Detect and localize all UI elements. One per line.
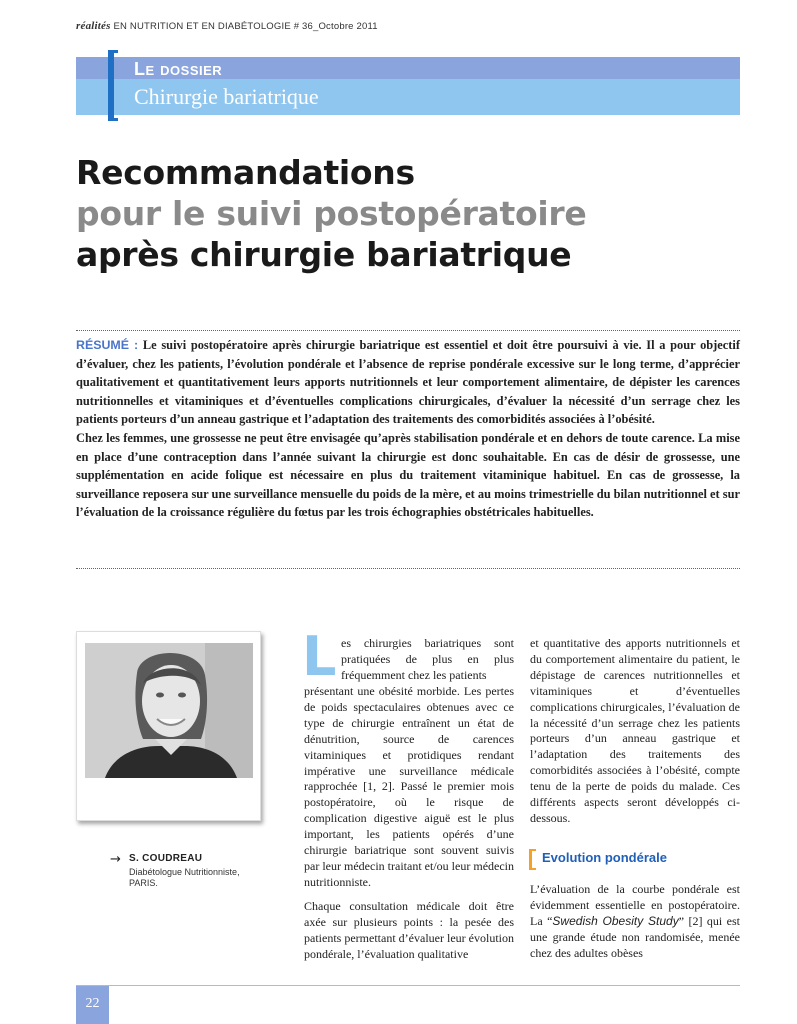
study-name: Swedish Obesity Study	[552, 913, 679, 928]
column-1-paragraph-2-text: Chaque consultation médicale doit être axée sur plusieurs points : la pesée des patients permettant d’évaluer leur évolution pondérale, l’évaluation qualitative	[304, 899, 514, 961]
journal-issue: EN NUTRITION ET EN DIABÉTOLOGIE # 36_Octobre 2011	[113, 21, 378, 32]
summary-paragraph-2: Chez les femmes, une grossesse ne peut être envisagée qu’après stabilisation pondérale et en dehors de toute carence. La mise en place d’une contraception dans l’année suivant la chirurgie est donc souhaitable. En cas de désir de grossesse, une supplémentation en acide folique est nécessaire en plus du traitement vitaminique habituel. En cas de grossesse, la surveillance reposera sur une surveillance mensuelle du poids de la mère, et au moins trimestrielle du bilan nutritionnel et sur l’évaluation de la croissance régulière du fœtus par les trois échographies obstétricales habituelles.	[76, 430, 740, 520]
author-photo	[85, 643, 253, 778]
dossier-label: Le dossier	[134, 59, 223, 79]
summary-block	[76, 336, 740, 522]
summary-bottom-divider	[76, 568, 740, 569]
summary-text-1: Le suivi postopératoire après chirurgie bariatrique est essentiel et doit être poursuivi à vie. Il a pour objectif d’évaluer, chez les patients, l’évolution pondérale et l’absence de reprise pondérale excessive sur le long terme, d’apprécier qualitativement et quantitativement leurs apports nutritionnels et leur comportement alimentaire, de dépister les carences nutritionnelles et vitaminiques et d’éventuelles complications chirurgicales, d’évaluer la nécessité d’un serrage chez les patients porteurs d’un anneau gastrique et l’adaptation des traitements des comorbidités associées à l’obésité.	[76, 338, 740, 427]
title-line-1: Recommandations	[76, 153, 415, 192]
drop-cap: L	[302, 625, 337, 688]
column-2-paragraph-1-text: et quantitative des apports nutritionnels et du comportement alimentaire du patient, le dépistage de carences nutritionnelles et vitaminiques et d’éventuelles complications chirurgicales, l’évaluation de la nécessité d’un serrage chez les patients porteurs d’un anneau gastrique et l’adaptation des traitements des comorbidités associées à l’obésité, compte tenu de la perte de poids du malade. Ces différents aspects seront développés ci-dessous.	[530, 636, 740, 825]
author-role-line-2: PARIS.	[129, 878, 158, 888]
column-2-paragraph-2-text	[530, 882, 740, 962]
column-1-lead	[341, 636, 514, 684]
column-2-paragraph-1	[530, 636, 740, 827]
portrait-image	[85, 643, 253, 778]
article-title	[76, 152, 736, 275]
title-line-3: après chirurgie bariatrique	[76, 235, 572, 274]
summary-top-divider	[76, 330, 740, 331]
column-2-paragraph-2	[530, 882, 740, 962]
journal-header	[76, 20, 378, 32]
paragraph-text-a: L’évaluation de la courbe pondérale est évidemment essentielle en postopératoire. La “	[530, 882, 740, 928]
summary-label: RÉSUMÉ :	[76, 338, 139, 352]
summary-paragraph-1	[76, 336, 740, 429]
column-1-lead-text: es chirurgies bariatriques sont pratiquées de plus en plus fréquemment chez les patients	[341, 636, 514, 682]
author-role-line-1: Diabétologue Nutritionniste,	[129, 867, 240, 877]
page-number: 22	[76, 986, 109, 1024]
footer-divider	[76, 985, 740, 986]
author-name: S. COUDREAU	[129, 853, 203, 864]
arrow-right-icon: →	[110, 852, 121, 867]
paragraph-text-b: ” [2] qui est une grande étude non randomisée, menée chez des adultes obèses	[530, 913, 740, 960]
column-1-main	[304, 684, 514, 891]
journal-brand: réalités	[76, 20, 111, 32]
column-1-main-text: présentant une obésité morbide. Les pertes de poids spectaculaires obtenues avec ce type de chirurgie entraînent un état de dénutrition, source de carences vitaminiques et protidiques rendant impérative une surveillance médicale rapprochée [1, 2]. Passé le premier mois postopératoire, où le risque de complication digestive aiguë est le plus important, les patients opérés d’une chirurgie bariatrique sont souvent suivis par leur médecin traitant et/ou leur médecin nutritionniste.	[304, 684, 514, 889]
bracket-icon	[108, 50, 118, 121]
dossier-topic: Chirurgie bariatrique	[134, 84, 319, 109]
column-1-paragraph-2	[304, 899, 514, 963]
title-line-2: pour le suivi postopératoire	[76, 194, 587, 233]
author-affiliation	[129, 867, 269, 889]
section-bracket-icon	[529, 849, 536, 870]
section-heading: Evolution pondérale	[542, 850, 667, 865]
